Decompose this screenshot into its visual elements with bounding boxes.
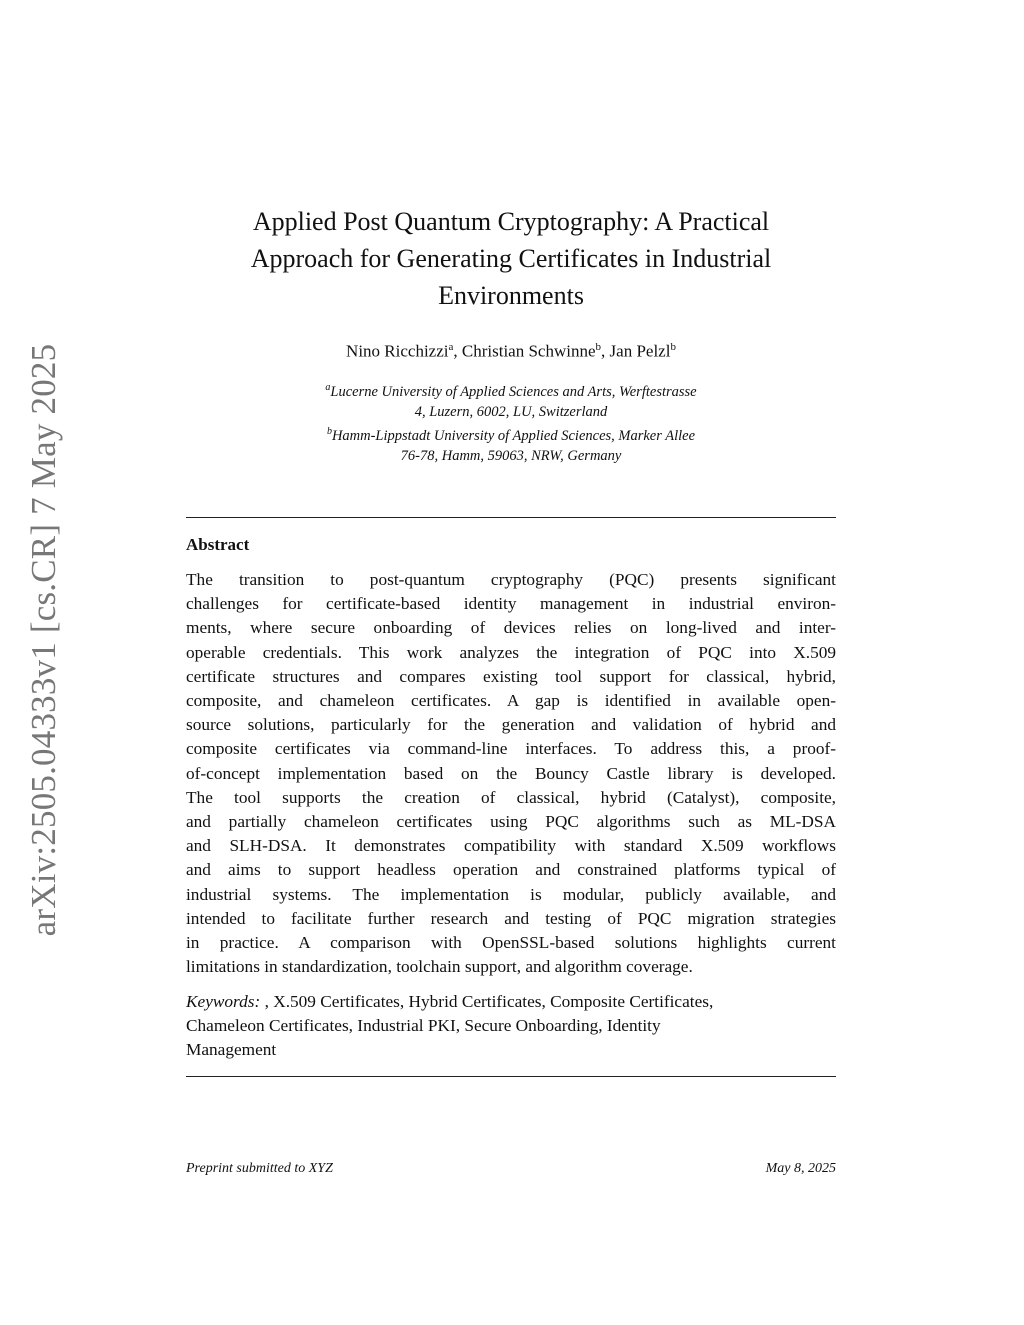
affiliation-mark: a [325, 382, 331, 393]
abstract-line: and SLH-DSA. It demonstrates compatibility with standard X.509 workflows [186, 836, 836, 856]
affiliation-mark: a [448, 341, 454, 353]
abstract-line: certificate structures and compares existing tool support for classical, hybrid, [186, 666, 836, 686]
title-line: Approach for Generating Certificates in Industrial [250, 244, 772, 273]
affiliation-line: $^a$Lucerne University of Applied Sciences and Arts, Werftestrasse [325, 382, 697, 400]
keywords-line: Chameleon Certificates, Industrial PKI, Secure Onboarding, Identity [186, 1016, 661, 1036]
keywords-line: Management [186, 1040, 277, 1060]
keywords [186, 990, 836, 1063]
abstract-line: The transition to post-quantum cryptography (PQC) presents significant [186, 570, 836, 589]
title-line: Environments [438, 281, 584, 310]
abstract-line: of-concept implementation based on the Bouncy Castle library is developed. [186, 763, 836, 783]
affiliation-mark: b [595, 341, 602, 353]
abstract-line: composite, and chameleon certificates. A gap is identified in available open- [186, 691, 836, 711]
preprint-note: Preprint submitted to XYZ [186, 1161, 333, 1176]
abstract-line: source solutions, particularly for the generation and validation of hybrid and [186, 715, 836, 735]
affiliations [186, 378, 836, 466]
abstract-body [186, 568, 836, 979]
arxiv-stamp-text: arXiv:2505.04333v1 [cs.CR] 7 May 2025 [24, 343, 63, 937]
abstract-line: in practice. A comparison with OpenSSL-based solutions highlights current [186, 933, 836, 953]
bottom-rule [186, 1076, 836, 1077]
paper-title [186, 203, 836, 314]
preprint-date: May 8, 2025 [765, 1161, 836, 1176]
abstract-line: composite certificates via command-line interfaces. To address this, a proof- [186, 739, 836, 759]
abstract-line: challenges for certificate-based identity management in industrial environ- [186, 594, 836, 614]
author-name: Christian Schwinne [461, 341, 596, 361]
affiliation-mark: b [670, 341, 676, 353]
top-rule [186, 517, 836, 518]
affiliation-line: $^b$Hamm-Lippstadt University of Applied Sciences, Marker Allee [326, 425, 696, 444]
abstract-line: industrial systems. The implementation is modular, publicly available, and [186, 884, 836, 904]
affiliation-line: 76-78, Hamm, 59063, NRW, Germany [400, 447, 622, 464]
abstract-line: intended to facilitate further research and testing of PQC migration strategies [186, 908, 836, 928]
author-name: Jan Pelzl [609, 341, 671, 361]
abstract-line: operable credentials. This work analyzes the integration of PQC into X.509 [186, 642, 836, 662]
abstract-line: The tool supports the creation of classical, hybrid (Catalyst), composite, [186, 787, 836, 807]
abstract-line: and aims to support headless operation and constrained platforms typical of [186, 860, 836, 880]
title-line: Applied Post Quantum Cryptography: A Practical [252, 207, 770, 236]
affiliation-mark: b [326, 425, 332, 437]
affiliation-line: 4, Luzern, 6002, LU, Switzerland [414, 403, 608, 420]
abstract-line: ments, where secure onboarding of devices relies on long-lived and inter- [186, 618, 836, 638]
keywords-line: Keywords: , X.509 Certificates, Hybrid Certificates, Composite Certificates, [186, 992, 714, 1011]
abstract-heading: Abstract [186, 535, 250, 554]
abstract-line: limitations in standardization, toolchain support, and algorithm coverage. [186, 957, 693, 977]
keywords-label: Keywords: [186, 992, 261, 1011]
author-name: Nino Ricchizzi [346, 341, 449, 361]
abstract-line: and partially chameleon certificates using PQC algorithms such as ML-DSA [186, 812, 836, 832]
author-list: Nino Ricchizzi$^a$, Christian Schwinne$^b$, Jan Pelzl$^b$ [346, 341, 676, 361]
